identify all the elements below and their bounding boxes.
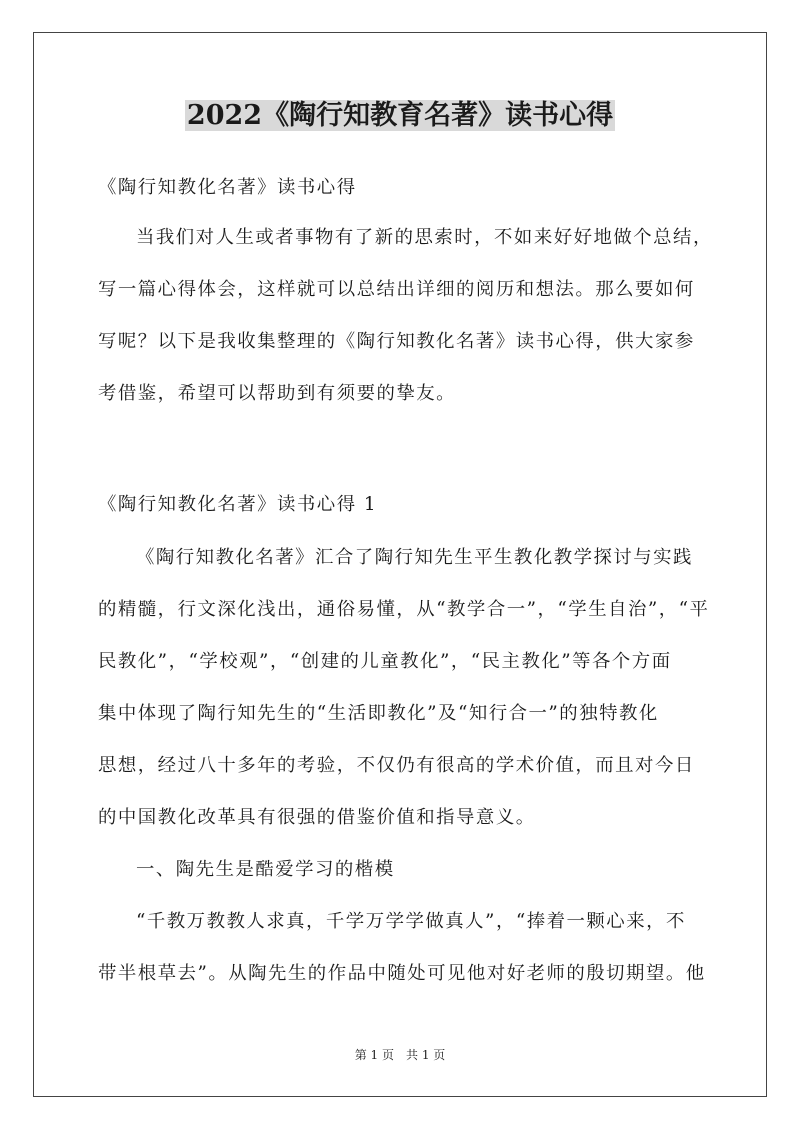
intro-line-1: 当我们对人生或者事物有了新的思索时，不如来好好地做个总结， [136,227,713,248]
section-1-line-6: 的中国教化改革具有很强的借鉴价值和指导意义。 [98,807,536,828]
subtitle: 《陶行知教化名著》读书心得 [98,177,357,198]
section-1-line-2: 的精髓，行文深化浅出，通俗易懂，从“教学合一”，“学生自治”，“平 [98,599,710,620]
section-1-line-1: 《陶行知教化名著》汇合了陶行知先生平生教化教学探讨与实践 [136,547,693,568]
section-1-line-3: 民教化”，“学校观”，“创建的儿童教化”，“民主教化”等各个方面 [98,651,672,672]
point-1-heading: 一、陶先生是酷爱学习的楷模 [136,859,395,880]
section-1-heading-block [98,485,718,525]
section-1-paragraph [98,538,718,858]
intro-paragraph [98,218,718,428]
section-1-line-5: 思想，经过八十多年的考验，不仅仍有很高的学术价值，而且对今日 [98,755,695,776]
section-1-heading: 《陶行知教化名著》读书心得 1 [98,494,378,515]
intro-line-2: 写一篇心得体会，这样就可以总结出详细的阅历和想法。那么要如何 [98,279,695,300]
section-1-line-4: 集中体现了陶行知先生的“生活即教化”及“知行合一”的独特教化 [98,703,659,724]
page-number-label: 第 1 页 共 1 页 [354,1048,446,1062]
subtitle-block [98,168,718,208]
intro-line-4: 考借鉴，希望可以帮助到有须要的挚友。 [98,383,457,404]
point-1-heading-block [98,850,718,890]
page-footer [0,1047,800,1063]
point-1-line-1: “千教万教教人求真，千学万学学做真人”，“捧着一颗心来，不 [136,911,686,932]
document-title [0,96,800,136]
intro-line-3: 写呢？以下是我收集整理的《陶行知教化名著》读书心得，供大家参 [98,331,695,352]
point-1-paragraph [98,902,718,1012]
document-title-text: 2022《陶行知教育名著》读书心得 [186,100,614,131]
point-1-line-2: 带半根草去”。从陶先生的作品中随处可见他对好老师的殷切期望。他 [98,963,706,984]
